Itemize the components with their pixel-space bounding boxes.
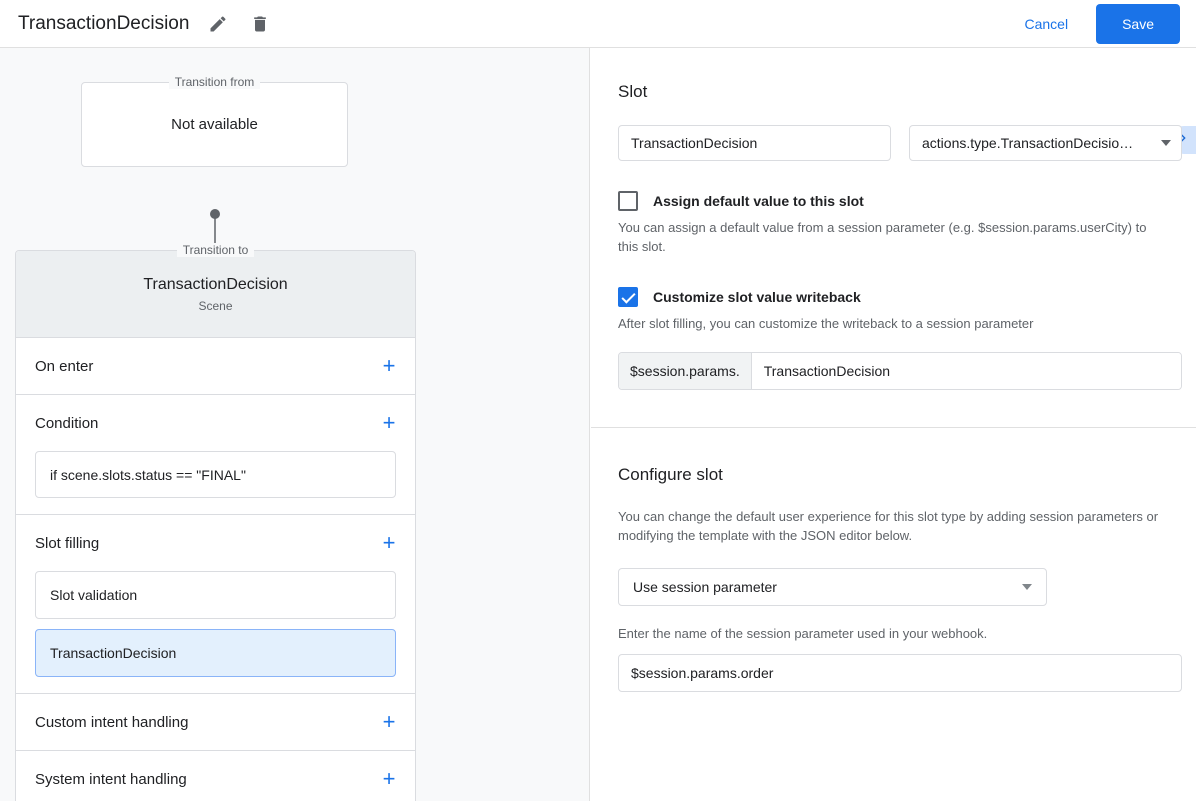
topbar-actions	[1010, 4, 1196, 44]
session-parameter-value: $session.params.order	[631, 664, 774, 681]
add-custom-intent-icon[interactable]: +	[382, 709, 396, 734]
writeback-field[interactable]	[618, 352, 1182, 390]
session-parameter-input[interactable]	[618, 654, 1182, 692]
slot-type-select[interactable]	[909, 125, 1182, 161]
section-on-enter-header[interactable]	[16, 338, 415, 394]
section-condition-body	[16, 451, 415, 514]
customize-writeback-label: Customize slot value writeback	[653, 288, 861, 305]
configure-slot-card	[591, 429, 1196, 801]
add-slot-filling-icon[interactable]: +	[382, 530, 396, 555]
cancel-button[interactable]: Cancel	[1010, 8, 1082, 40]
assign-default-checkbox[interactable]	[618, 191, 638, 211]
section-custom-intent-handling	[16, 694, 415, 751]
section-system-intent-handling	[16, 751, 415, 801]
section-slot-filling-header[interactable]	[16, 515, 415, 571]
configure-slot-title: Configure slot	[618, 465, 723, 484]
section-condition-header[interactable]	[16, 395, 415, 451]
page-title: TransactionDecision	[18, 12, 190, 34]
slot-validation-item[interactable]: Slot validation	[35, 571, 396, 619]
add-condition-icon[interactable]: +	[382, 410, 396, 435]
configure-slot-description: You can change the default user experience for this slot type by adding session parameters or modifying the template with the JSON editor below.	[618, 509, 1159, 543]
scene-header[interactable]	[16, 251, 415, 338]
condition-item[interactable]: if scene.slots.status == "FINAL"	[35, 451, 396, 498]
customize-writeback-row[interactable]	[618, 287, 1196, 307]
section-condition-label: Condition	[35, 414, 99, 432]
add-system-intent-icon[interactable]: +	[382, 766, 396, 791]
save-button[interactable]: Save	[1096, 4, 1180, 44]
transition-to-card	[15, 243, 416, 801]
chevron-down-icon	[1022, 584, 1032, 590]
section-system-intent-label: System intent handling	[35, 770, 187, 788]
add-on-enter-icon[interactable]: +	[382, 353, 396, 378]
chevron-down-icon	[1161, 140, 1171, 146]
section-slot-filling	[16, 515, 415, 694]
scene-graph-panel	[0, 48, 590, 801]
assign-default-label: Assign default value to this slot	[653, 193, 864, 209]
delete-button[interactable]	[247, 11, 273, 37]
transition-from-value: Not available	[171, 116, 258, 133]
slot-name-input[interactable]	[618, 125, 891, 161]
section-custom-intent-label: Custom intent handling	[35, 713, 189, 731]
slot-card	[591, 48, 1196, 428]
section-custom-intent-header[interactable]	[16, 694, 415, 750]
transition-from-legend: Transition from	[82, 75, 347, 89]
transition-from-card[interactable]	[81, 75, 348, 167]
section-condition	[16, 395, 415, 515]
session-parameter-note: Enter the name of the session parameter used in your webhook.	[618, 625, 988, 641]
assign-default-help: You can assign a default value from a session parameter (e.g. $session.params.userCity) to this slot.	[618, 220, 1147, 254]
edit-name-button[interactable]	[205, 11, 231, 37]
slot-details-panel	[591, 48, 1196, 801]
app-topbar	[0, 0, 1196, 48]
assign-default-row[interactable]	[618, 191, 1196, 211]
section-system-intent-header[interactable]	[16, 751, 415, 801]
section-slot-filling-label: Slot filling	[35, 534, 100, 552]
slot-item-transactiondecision[interactable]: TransactionDecision	[35, 629, 396, 677]
section-on-enter-label: On enter	[35, 357, 94, 375]
section-on-enter	[16, 338, 415, 395]
scene-type: Scene	[198, 298, 233, 313]
slot-name-type-row	[618, 125, 1196, 161]
trash-icon	[250, 14, 270, 34]
slot-type-value: actions.type.TransactionDecisio…	[922, 135, 1134, 151]
pencil-icon	[208, 14, 228, 34]
customize-writeback-help: After slot filling, you can customize the writeback to a session parameter	[618, 315, 1034, 331]
transition-to-legend: Transition to	[16, 243, 415, 257]
slot-section-title: Slot	[618, 82, 648, 101]
configure-mode-select[interactable]	[618, 568, 1047, 606]
writeback-prefix: $session.params.	[619, 353, 752, 389]
customize-writeback-checkbox[interactable]	[618, 287, 638, 307]
scene-name: TransactionDecision	[143, 275, 288, 293]
section-slot-filling-body	[16, 571, 415, 693]
writeback-value-input[interactable]: TransactionDecision	[752, 353, 1181, 389]
configure-mode-value: Use session parameter	[633, 578, 777, 595]
